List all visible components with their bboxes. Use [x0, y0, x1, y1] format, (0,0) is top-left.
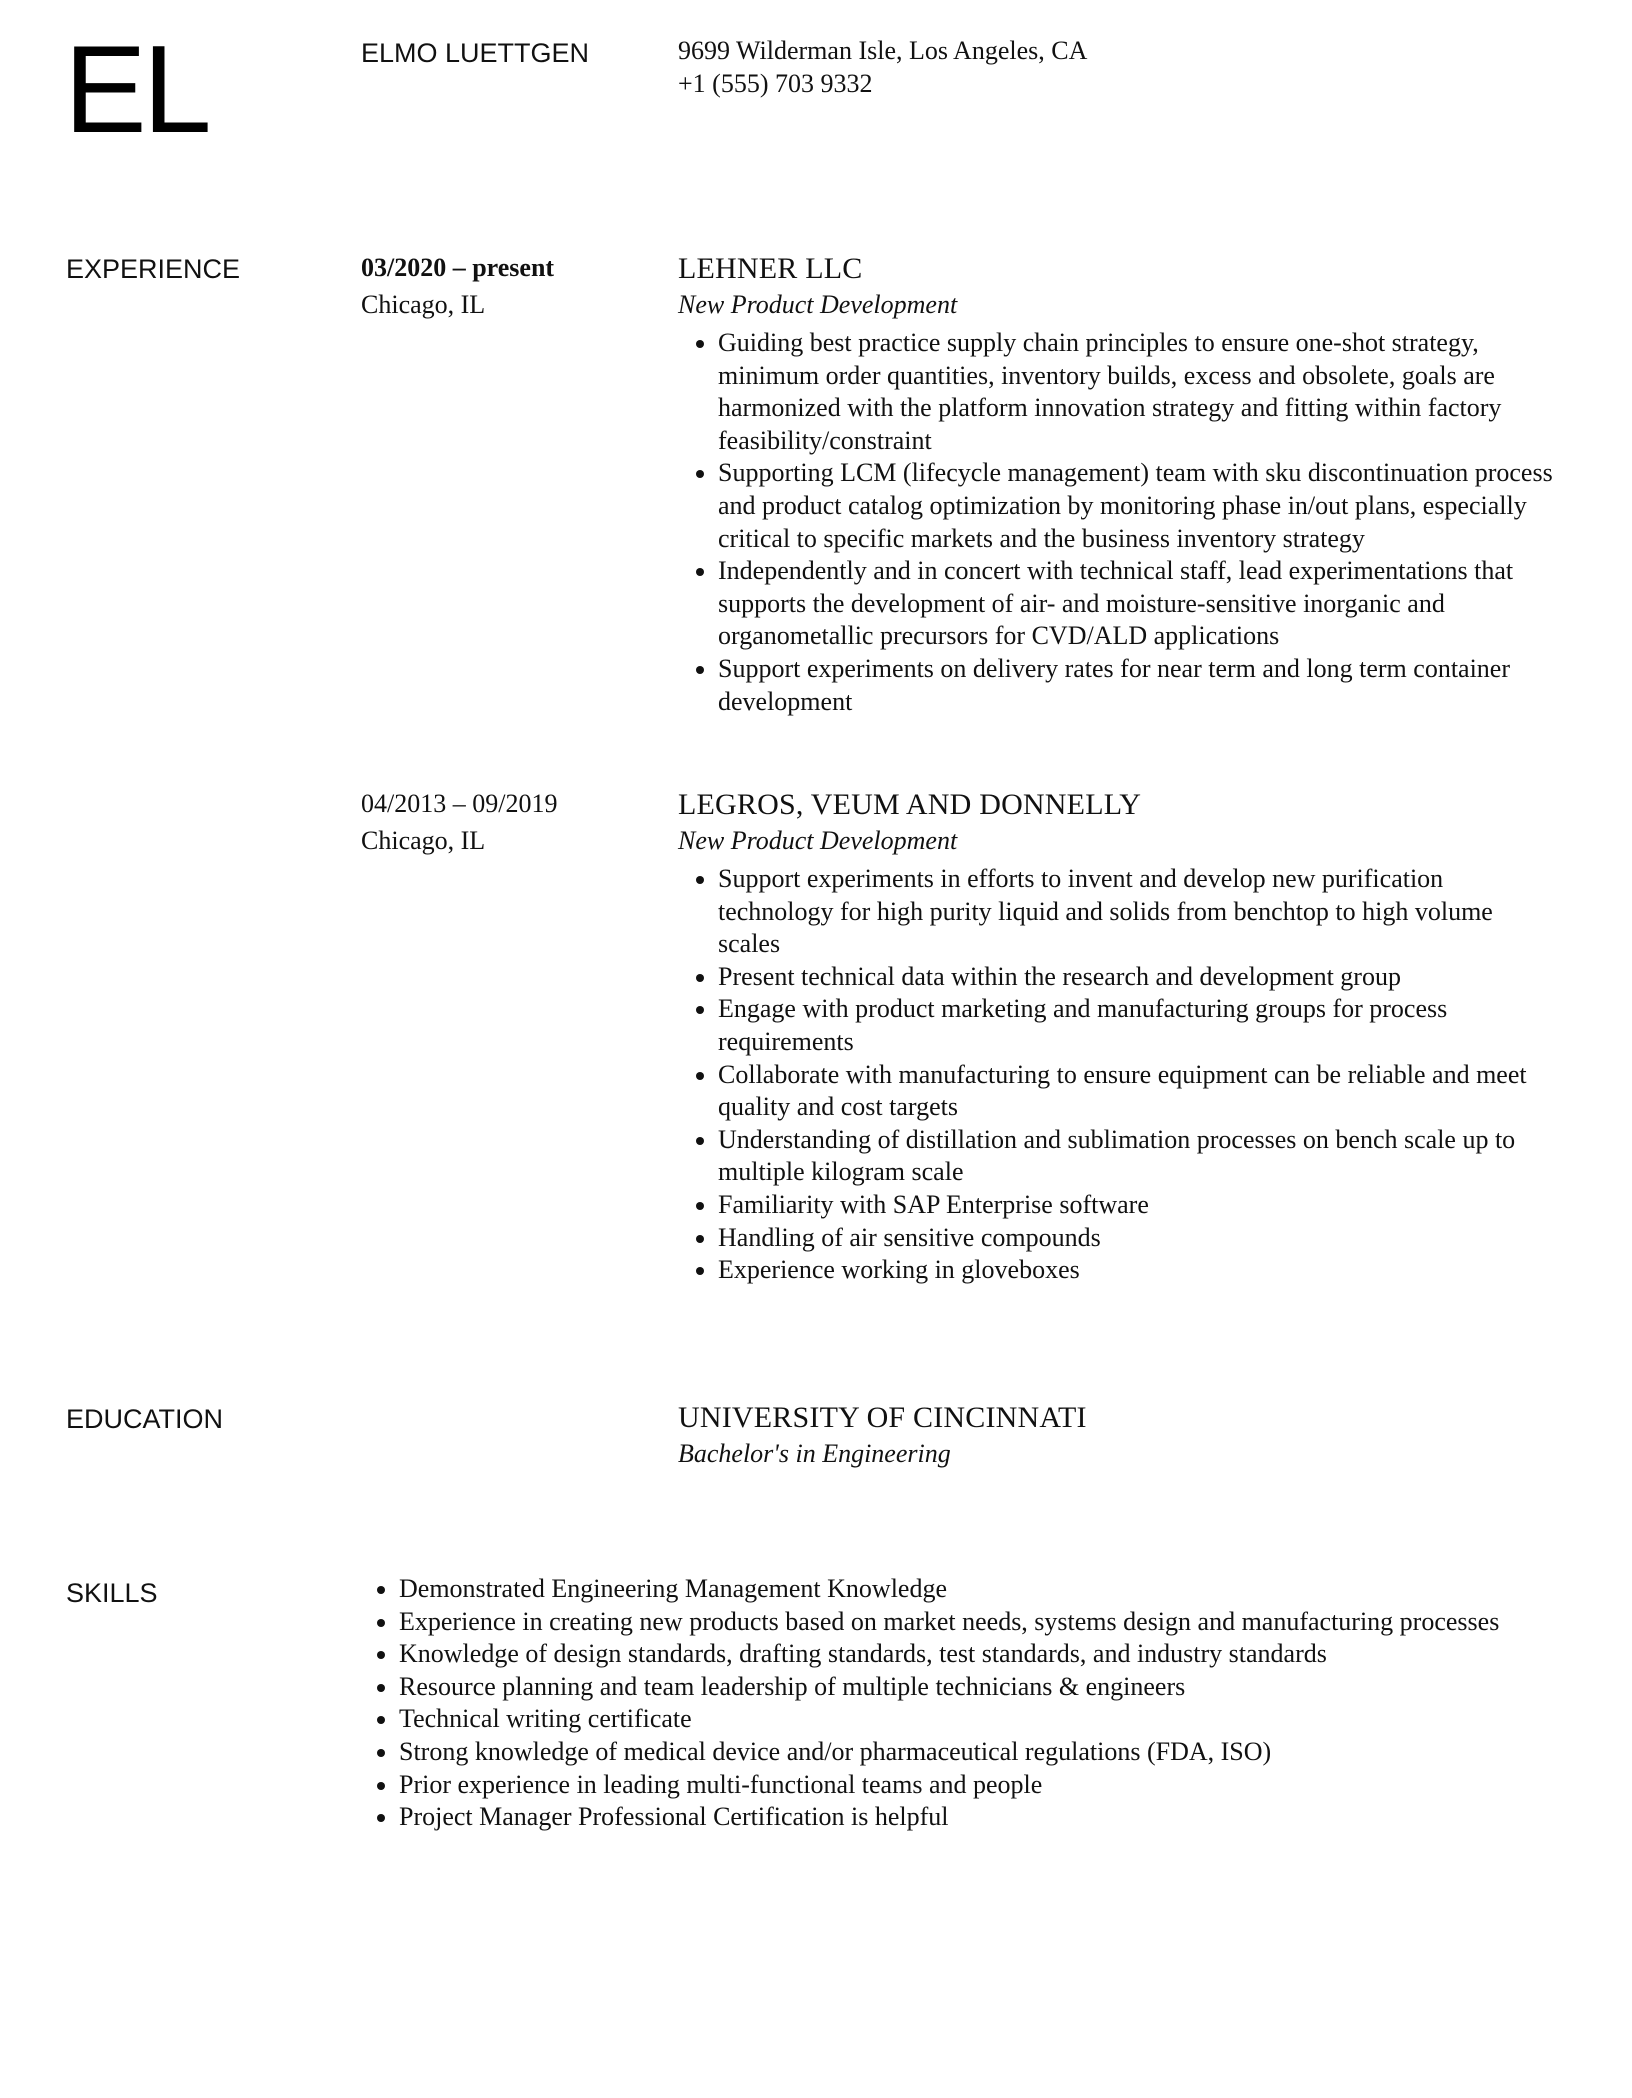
job-bullet: • Experience working in gloveboxes	[718, 1254, 1558, 1287]
skill-item: • Knowledge of design standards, drafting standards, test standards, and industry standards	[399, 1638, 1619, 1671]
job-meta	[361, 252, 661, 321]
skill-item: • Project Manager Professional Certification is helpful	[399, 1801, 1619, 1834]
job-bullet: • Collaborate with manufacturing to ensure equipment can be reliable and meet quality and cost targets	[718, 1059, 1558, 1124]
education-body	[678, 1401, 1558, 1470]
skill-item: • Prior experience in leading multi-functional teams and people	[399, 1769, 1619, 1802]
job-title: New Product Development	[678, 290, 958, 319]
skills-list	[361, 1573, 1619, 1834]
job-bullet: • Understanding of distillation and sublimation processes on bench scale up to multiple kilogram scale	[718, 1124, 1558, 1189]
address-text: 9699 Wilderman Isle, Los Angeles, CA	[678, 36, 1088, 65]
job-bullet: • Engage with product marketing and manufacturing groups for process requirements	[718, 993, 1558, 1058]
contact-block	[678, 34, 1087, 100]
company-name: LEGROS, VEUM AND DONNELLY	[678, 788, 1142, 821]
job-title: New Product Development	[678, 826, 958, 855]
job-bullet: • Support experiments in efforts to invent and develop new purification technology for high purity liquid and solids from benchtop to high volume scales	[718, 863, 1558, 961]
job-meta	[361, 788, 661, 857]
company-name: LEHNER LLC	[678, 252, 863, 285]
job-bullet-list	[678, 327, 1558, 718]
job-bullet: • Guiding best practice supply chain principles to ensure one-shot strategy, minimum order quantities, inventory builds, excess and obsolete, goals are harmonized with the platform innovation strategy and fitting within factory feasibility/constraint	[718, 327, 1558, 457]
skill-item: • Demonstrated Engineering Management Knowledge	[399, 1573, 1619, 1606]
job-dates: 03/2020 – present	[361, 253, 555, 282]
job-body	[678, 788, 1558, 1287]
skill-item: • Strong knowledge of medical device and/or pharmaceutical regulations (FDA, ISO)	[399, 1736, 1619, 1769]
skill-item: • Technical writing certificate	[399, 1703, 1619, 1736]
job-bullet: • Present technical data within the research and development group	[718, 961, 1558, 994]
job-bullet: • Handling of air sensitive compounds	[718, 1222, 1558, 1255]
job-bullet: • Support experiments on delivery rates for near term and long term container development	[718, 653, 1558, 718]
name-initials: EL	[64, 21, 208, 159]
skills-heading: SKILLS	[66, 1578, 158, 1608]
job-location: Chicago, IL	[361, 826, 486, 855]
phone-text: +1 (555) 703 9332	[678, 69, 873, 98]
job-dates: 04/2013 – 09/2019	[361, 789, 558, 818]
job-bullet: • Familiarity with SAP Enterprise software	[718, 1189, 1558, 1222]
job-body	[678, 252, 1558, 718]
degree-name: Bachelor's in Engineering	[678, 1439, 951, 1468]
experience-heading: EXPERIENCE	[66, 254, 241, 284]
job-bullet: • Independently and in concert with technical staff, lead experimentations that supports the development of air- and moisture-sensitive inorganic and organometallic precursors for CVD/ALD applications	[718, 555, 1558, 653]
job-bullet: • Supporting LCM (lifecycle management) team with sku discontinuation process and product catalog optimization by monitoring phase in/out plans, especially critical to specific markets and the business inventory strategy	[718, 457, 1558, 555]
education-heading: EDUCATION	[66, 1404, 224, 1434]
skill-item: • Experience in creating new products based on market needs, systems design and manufacturing processes	[399, 1606, 1619, 1639]
school-name: UNIVERSITY OF CINCINNATI	[678, 1401, 1087, 1434]
job-location: Chicago, IL	[361, 290, 486, 319]
job-bullet-list	[678, 863, 1558, 1287]
skill-item: • Resource planning and team leadership of multiple technicians & engineers	[399, 1671, 1619, 1704]
candidate-name: ELMO LUETTGEN	[361, 38, 590, 68]
